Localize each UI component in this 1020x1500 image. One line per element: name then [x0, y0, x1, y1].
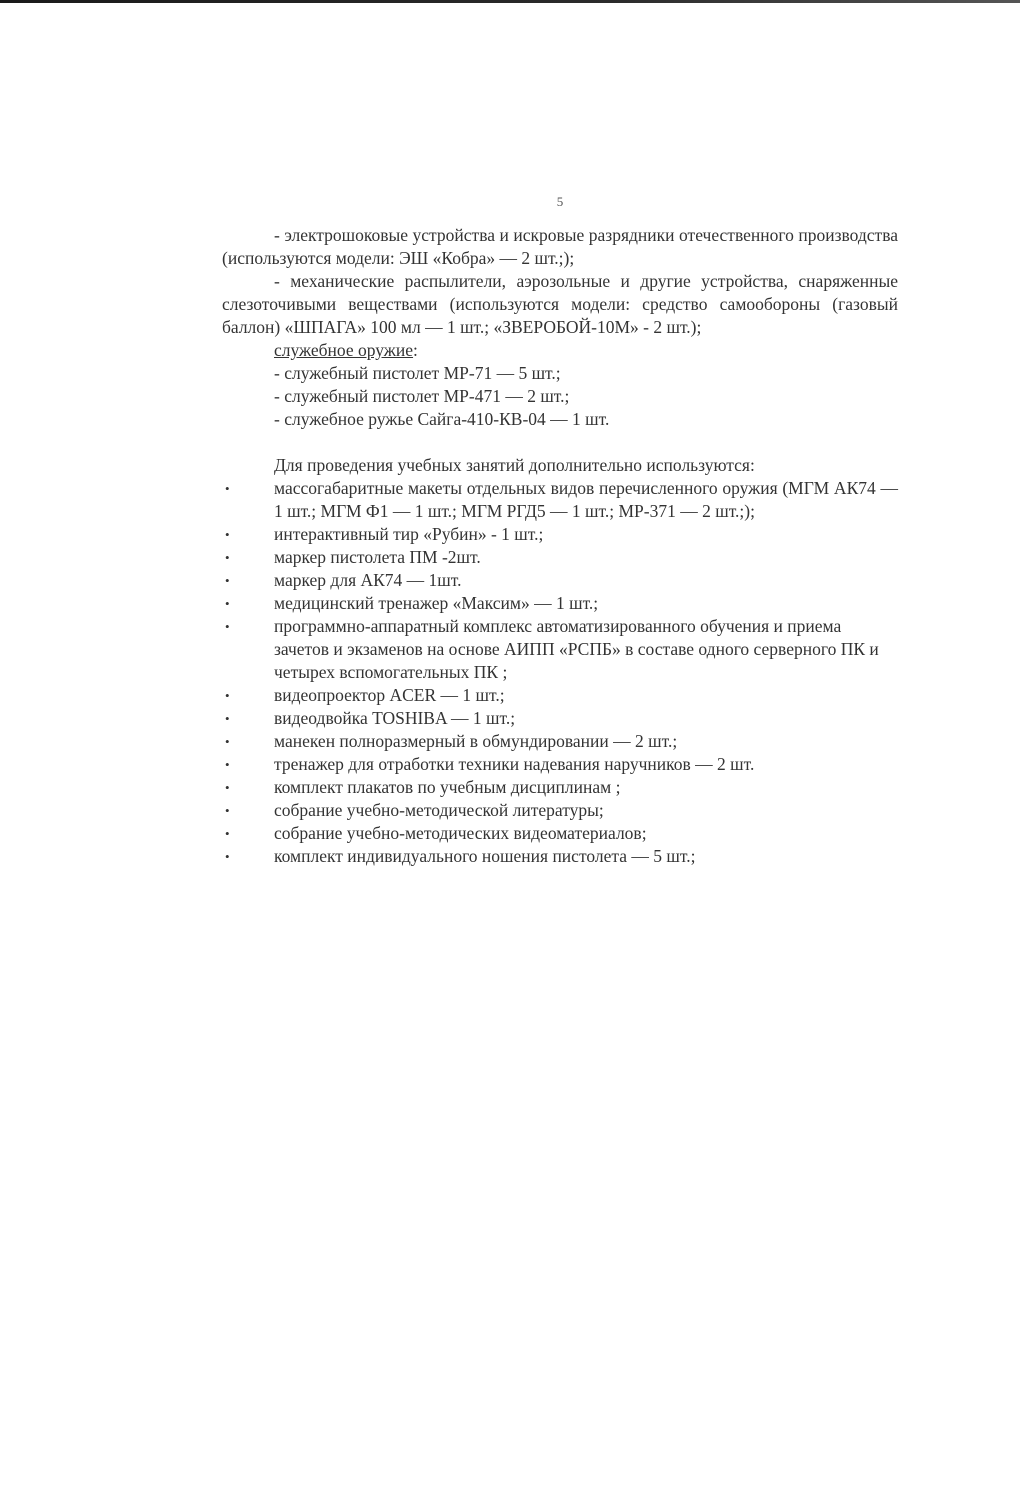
list-item-text: видеопроектор ACER — 1 шт.;: [274, 685, 505, 705]
list-item: [222, 707, 898, 730]
page-number: 5: [556, 194, 564, 209]
list-item-text: собрание учебно-методической литературы;: [274, 800, 604, 820]
paragraph-electroshock: - электрошоковые устройства и искровые разрядники отечественного производства (используются модели: ЭШ «Кобра» — 2 шт.;);: [222, 225, 898, 268]
list-item-text: маркер пистолета ПМ -2шт.: [274, 547, 481, 567]
list-item: [222, 776, 898, 799]
list-item-text: массогабаритные макеты отдельных видов перечисленного оружия (МГМ АК74 — 1 шт.; МГМ Ф1 — 1 шт.; МГМ РГД5 — 1 шт.; МР-371 — 2 шт.;);: [274, 478, 898, 521]
list-item-text: медицинский тренажер «Максим» — 1 шт.;: [274, 593, 599, 613]
bullet-icon: •: [225, 826, 230, 841]
bullet-icon: •: [225, 780, 230, 795]
list-item-text: комплект индивидуального ношения пистолета — 5 шт.;: [274, 846, 696, 866]
list-item: [222, 822, 898, 845]
list-item: [222, 684, 898, 707]
bullet-icon: •: [225, 734, 230, 749]
bullet-icon: •: [225, 757, 230, 772]
list-item: [222, 730, 898, 753]
bullet-icon: •: [225, 619, 230, 634]
bullet-icon: •: [225, 550, 230, 565]
service-weapons-heading-text: служебное оружие: [274, 340, 414, 360]
list-item-text: маркер для АК74 — 1шт.: [274, 570, 462, 590]
bullet-icon: •: [225, 803, 230, 818]
paragraph-sprayers: - механические распылители, аэрозольные и другие устройства, снаряженные слезоточивыми веществами (используются модели: средство самообороны (газовый баллон) «ШПАГА» 100 мл — 1 шт.; «ЗВЕРОБОЙ-10М» - 2 шт.);: [222, 271, 898, 337]
additional-list: [222, 477, 898, 868]
service-weapon-item: - служебный пистолет МР-71 — 5 шт.;: [274, 363, 561, 383]
service-weapon-item: - служебный пистолет МР-471 — 2 шт.;: [274, 386, 570, 406]
bullet-icon: •: [225, 573, 230, 588]
service-weapon-item: - служебное ружье Сайга-410-КВ-04 — 1 шт.: [274, 409, 610, 429]
list-item: [222, 569, 898, 592]
list-item-text: собрание учебно-методических видеоматериалов;: [274, 823, 647, 843]
list-item: [222, 523, 898, 546]
list-item-text: комплект плакатов по учебным дисциплинам ;: [274, 777, 621, 797]
scan-edge-line: [0, 0, 1020, 3]
list-item: [222, 753, 898, 776]
list-item: [222, 592, 898, 615]
list-item: [222, 615, 898, 684]
list-item-text: манекен полноразмерный в обмундировании — 2 шт.;: [274, 731, 678, 751]
service-weapons-heading: [222, 339, 898, 362]
list-item: [222, 799, 898, 822]
list-item: [222, 546, 898, 569]
list-item: [222, 845, 898, 868]
list-item-text: программно-аппаратный комплекс автоматизированного обучения и приема зачетов и экзаменов на основе АИПП «РСПБ» в составе одного серверного ПК и четырех вспомогательных ПК ;: [274, 616, 879, 682]
bullet-icon: •: [225, 849, 230, 864]
list-item-text: видеодвойка TOSHIBA — 1 шт.;: [274, 708, 516, 728]
document-body: [222, 224, 898, 868]
bullet-icon: •: [225, 711, 230, 726]
section-gap: [222, 431, 898, 454]
list-item-text: тренажер для отработки техники надевания наручников — 2 шт.: [274, 754, 755, 774]
list-item: [222, 477, 898, 523]
bullet-icon: •: [225, 596, 230, 611]
list-item-text: интерактивный тир «Рубин» - 1 шт.;: [274, 524, 544, 544]
service-weapons-heading-colon: :: [413, 340, 418, 360]
bullet-icon: •: [225, 527, 230, 542]
bullet-icon: •: [225, 688, 230, 703]
bullet-icon: •: [225, 481, 230, 496]
additional-intro: Для проведения учебных занятий дополнительно используются:: [274, 455, 755, 475]
